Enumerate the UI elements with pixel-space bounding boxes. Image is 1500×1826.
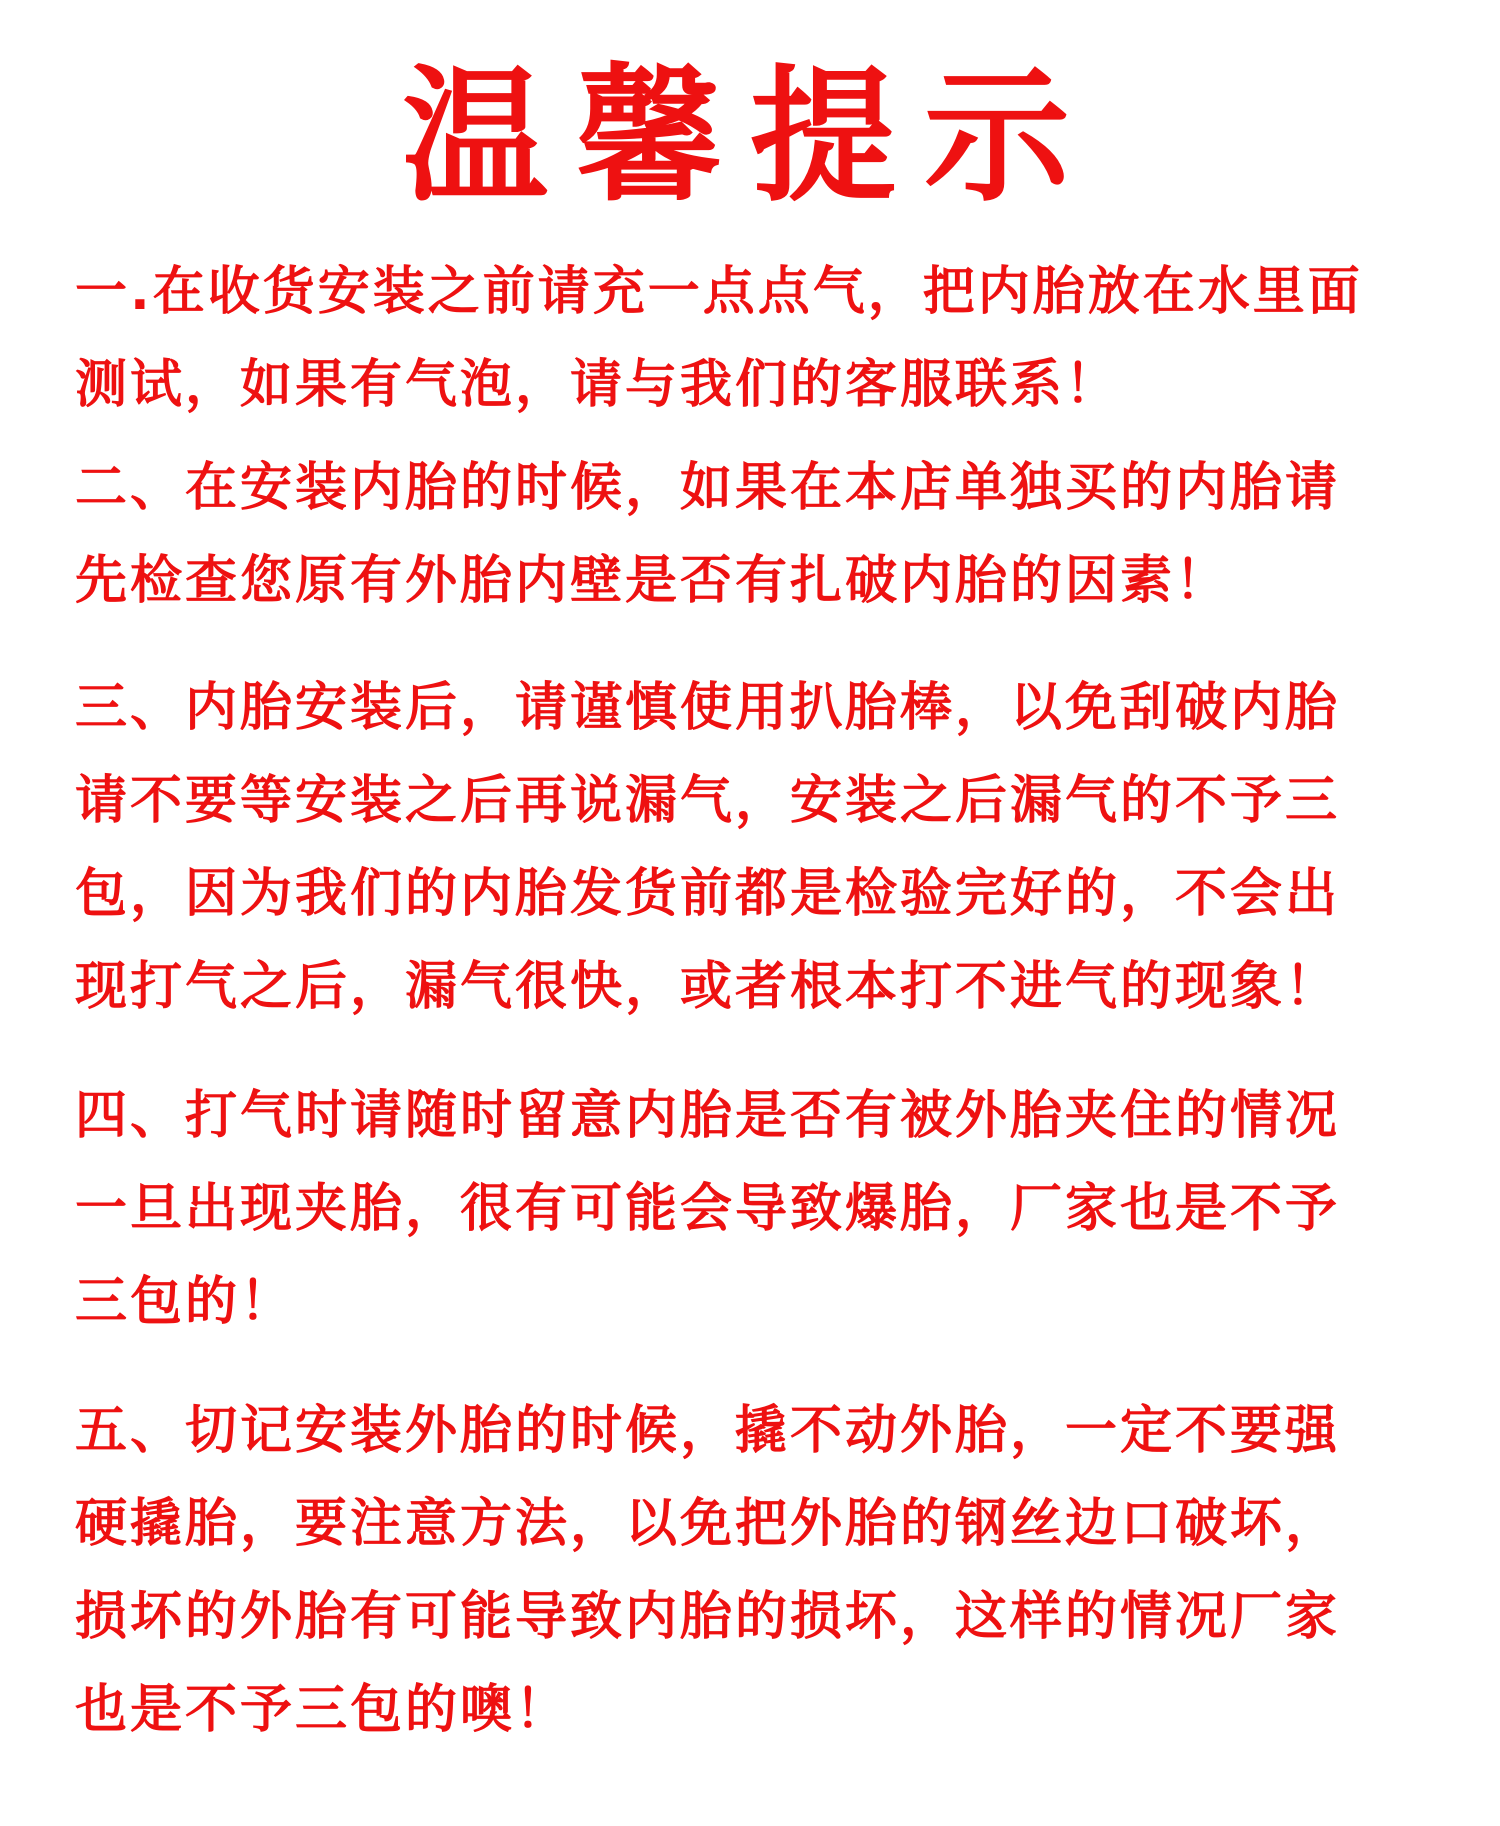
- tip-5-line-4: 也是不予三包的噢！: [75, 1680, 571, 1740]
- tip-2-line-2: 先检查您原有外胎内壁是否有扎破内胎的因素！: [75, 551, 1231, 611]
- tip-3-line-2: 请不要等安装之后再说漏气，安装之后漏气的不予三: [75, 771, 1341, 831]
- tip-5-line-1: 五、切记安装外胎的时候，撬不动外胎，一定不要强: [75, 1401, 1341, 1461]
- tip-4-line-2: 一旦出现夹胎，很有可能会导致爆胎，厂家也是不予: [75, 1179, 1341, 1239]
- tip-3-line-4: 现打气之后，漏气很快，或者根本打不进气的现象！: [75, 957, 1341, 1017]
- tip-5-line-2: 硬撬胎，要注意方法，以免把外胎的钢丝边口破坏，: [75, 1494, 1341, 1554]
- tip-3-line-3: 包，因为我们的内胎发货前都是检验完好的，不会出: [75, 864, 1341, 924]
- tip-1-line-1: 一.在收货安装之前请充一点点气，把内胎放在水里面: [75, 262, 1363, 322]
- tip-4-line-1: 四、打气时请随时留意内胎是否有被外胎夹住的情况: [75, 1086, 1341, 1146]
- tip-1-line-2: 测试，如果有气泡，请与我们的客服联系！: [75, 355, 1121, 415]
- page-title: 温馨提示: [402, 52, 1098, 222]
- tip-4-line-3: 三包的！: [75, 1272, 296, 1332]
- tip-2-line-1: 二、在安装内胎的时候，如果在本店单独买的内胎请: [75, 458, 1341, 518]
- tip-5-line-3: 损坏的外胎有可能导致内胎的损坏，这样的情况厂家: [75, 1587, 1341, 1647]
- tip-3-line-1: 三、内胎安装后，请谨慎使用扒胎棒，以免刮破内胎: [75, 678, 1341, 738]
